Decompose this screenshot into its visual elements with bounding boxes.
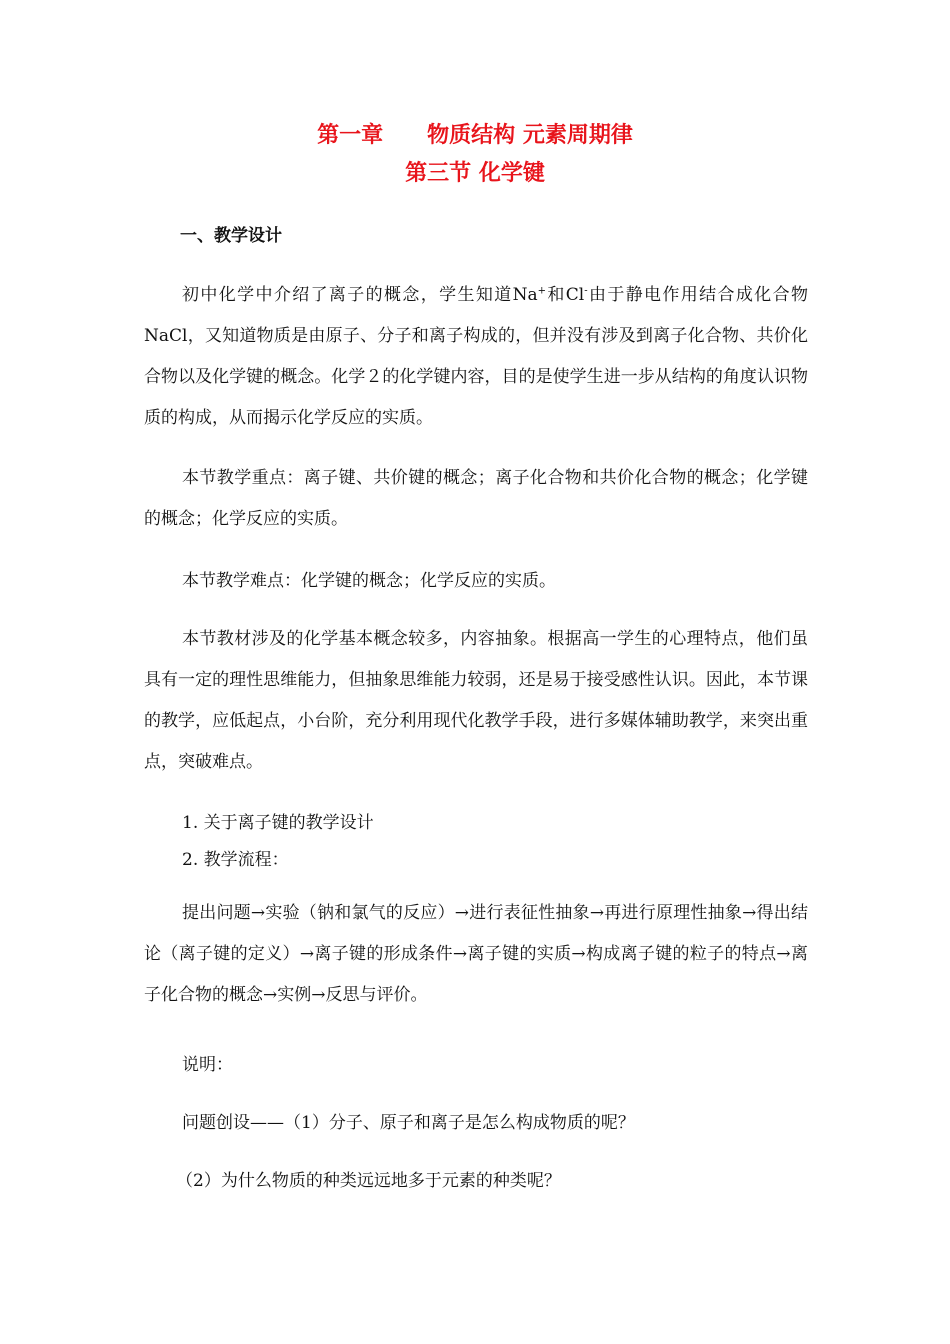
key-points-paragraph: 本节教学重点：离子键、共价键的概念；离子化合物和共价化合物的概念；化学键的概念；化学反应的实质。 [144,468,808,529]
intro-text-1: 初中化学中介绍了离子的概念，学生知道Na [182,285,538,305]
teaching-note-paragraph: 本节教材涉及的化学基本概念较多，内容抽象。根据高一学生的心理特点，他们虽具有一定的理性思维能力，但抽象思维能力较弱，还是易于接受感性认识。因此，本节课的教学，应低起点，小台阶，充分利用现代化教学手段，进行多媒体辅助教学，来突出重点，突破难点。 [144,629,808,772]
list-item: 1. 关于离子键的教学设计 [182,813,374,833]
section-title: 第三节 化学键 [405,161,545,186]
sodium-charge: + [537,285,547,297]
intro-text-2: 和Cl [546,285,585,305]
difficult-points-paragraph: 本节教学难点：化学键的概念；化学反应的实质。 [182,571,556,591]
flow-paragraph: 提出问题→实验（钠和氯气的反应）→进行表征性抽象→再进行原理性抽象→得出结论（离子键的定义）→离子键的形成条件→离子键的实质→构成离子键的粒子的特点→离子化合物的概念→实例→反思与评价。 [144,903,808,1005]
section-heading: 一、教学设计 [180,226,282,246]
explanation-label: 说明： [182,1055,233,1075]
question-1: 问题创设——（1）分子、原子和离子是怎么构成物质的呢？ [182,1113,635,1133]
chloride-charge: - [584,285,588,297]
intro-text-3: 由于静电作用结合成化合物NaCl，又知道物质是由原子、分子和离子构成的，但并没有涉及到离子化合物、共价化合物以及化学键的概念。化学２的化学键内容，目的是使学生进一步从结构的角度认识物质的构成，从而揭示化学反应的实质。 [144,285,808,428]
question-2: （2）为什么物质的种类远远地多于元素的种类呢？ [176,1171,561,1191]
chapter-title: 第一章 物质结构 元素周期律 [317,123,633,148]
intro-paragraph [144,275,808,439]
list-item: 2. 教学流程： [182,850,289,870]
